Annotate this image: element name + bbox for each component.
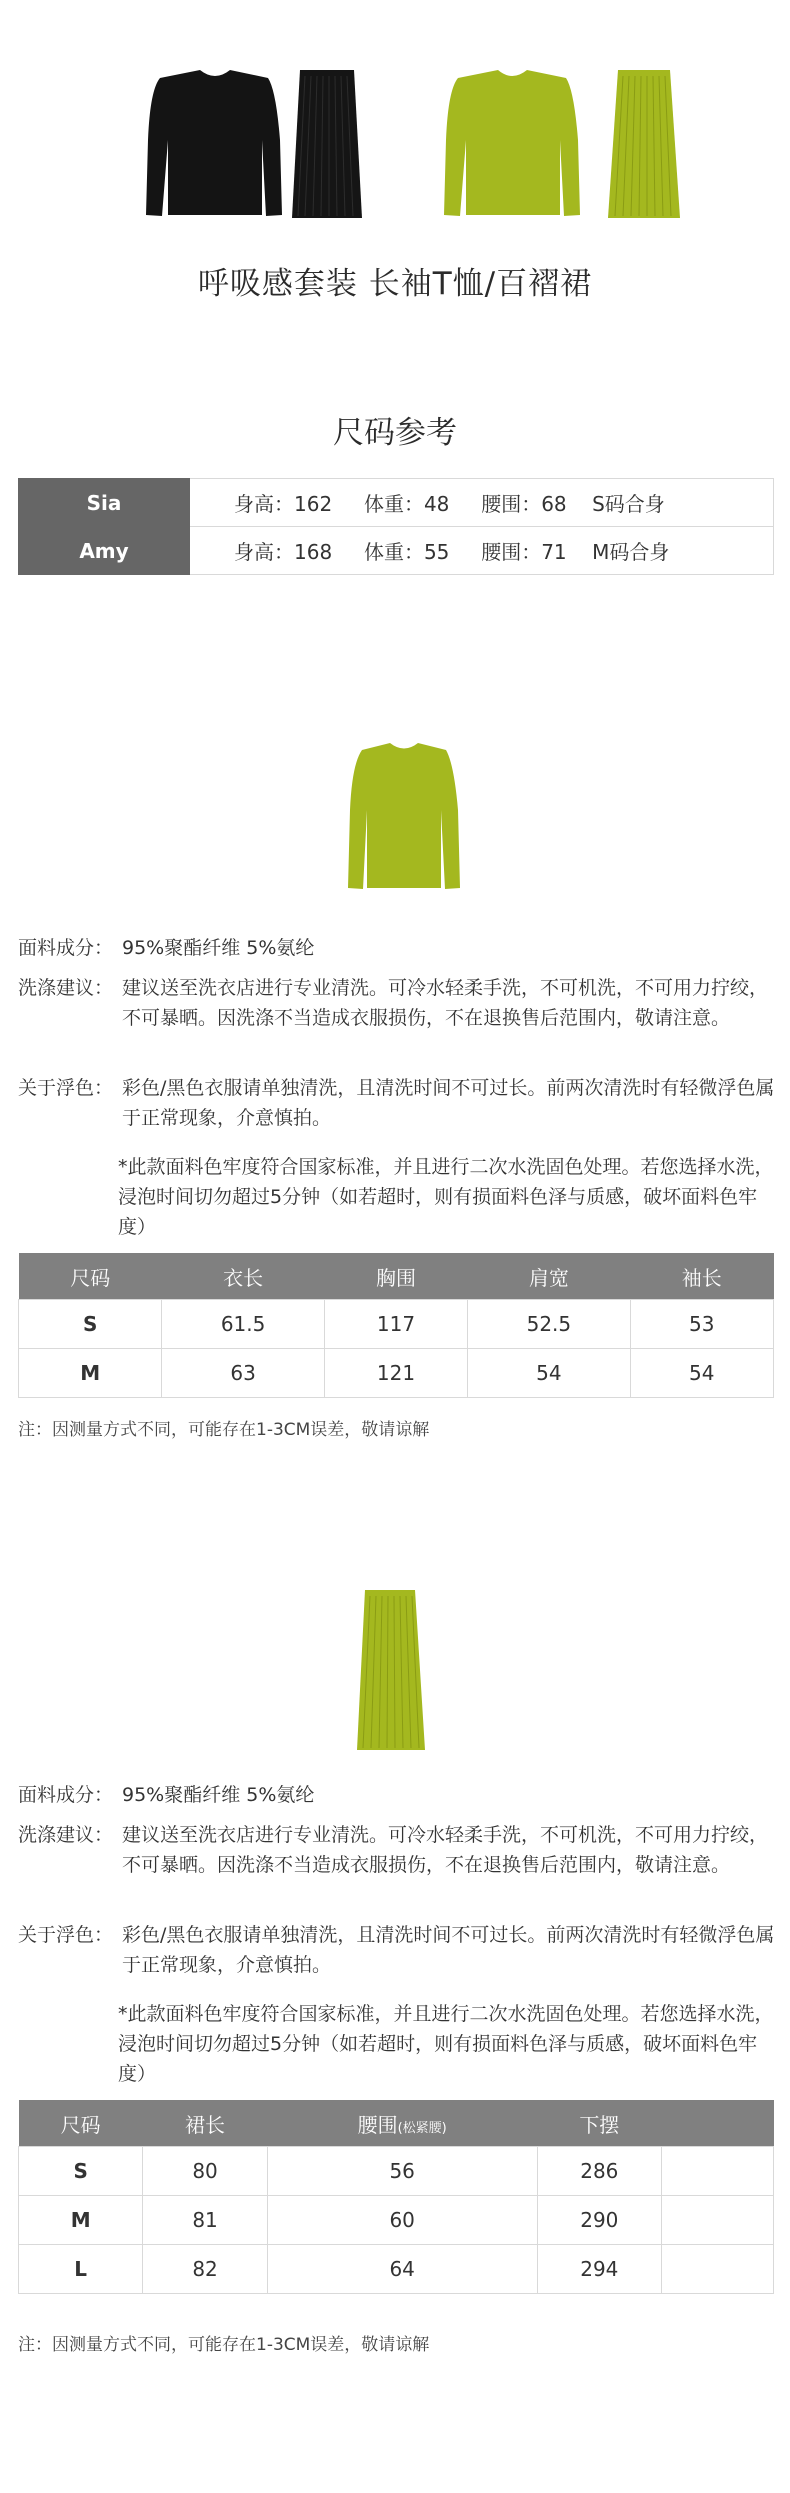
float-value: 彩色/黑色衣服请单独清洗，且清洗时间不可过长。前两次清洗时有轻微浮色属于正常现象，介意慎拍。 [122, 1924, 775, 1976]
waist-sublabel: (松紧腰) [397, 2120, 447, 2136]
column-header: 尺码 [19, 2100, 143, 2147]
table-cell: 60 [267, 2196, 537, 2245]
fabric-label: 面料成分： [18, 1784, 114, 1806]
table-cell: 290 [537, 2196, 661, 2245]
table-cell: 54 [630, 1349, 773, 1398]
skirt-note: *此款面料色牢度符合国家标准，并且进行二次水洗固色处理。若您选择水洗，浸泡时间切勿超过5分钟（如若超时，则有损面料色泽与质感，破坏面料色牢度） [118, 2003, 774, 2085]
fabric-value: 95%聚酯纤维 5%氨纶 [122, 937, 315, 959]
size-cell: S [19, 1300, 162, 1349]
black-tshirt-image [146, 70, 282, 216]
table-cell: 61.5 [162, 1300, 324, 1349]
table-cell: 121 [324, 1349, 467, 1398]
skirt-float [18, 1920, 778, 1980]
table-cell: 80 [143, 2147, 267, 2196]
fabric-value: 95%聚酯纤维 5%氨纶 [122, 1784, 315, 1806]
table-header [19, 1253, 774, 1300]
size-cell: M [19, 1349, 162, 1398]
product-title: 呼吸感套装 长袖T恤/百褶裙 [197, 266, 593, 302]
table-cell: 82 [143, 2245, 267, 2294]
table-cell: 54 [468, 1349, 630, 1398]
model-name: Amy [19, 527, 190, 575]
column-header: 衣长 [162, 1253, 324, 1300]
table-cell: 64 [267, 2245, 537, 2294]
skirt-footnote: 注：因测量方式不同，可能存在1-3CM误差，敬请谅解 [18, 2335, 430, 2355]
wash-label: 洗涤建议： [18, 977, 114, 999]
table-cell: 53 [630, 1300, 773, 1349]
table-cell: 294 [537, 2245, 661, 2294]
table-cell: 56 [267, 2147, 537, 2196]
table-header [19, 2100, 774, 2147]
size-cell: M [19, 2196, 143, 2245]
column-header: 下摆 [537, 2100, 661, 2147]
size-reference-title: 尺码参考 [333, 415, 457, 451]
table-cell [662, 2196, 774, 2245]
table-cell [662, 2245, 774, 2294]
skirt-fabric [18, 1780, 778, 1810]
column-header: 裙长 [143, 2100, 267, 2147]
model-info: 身高：168 体重：55 腰围：71 M码合身 [190, 527, 774, 575]
table-cell: 117 [324, 1300, 467, 1349]
column-header: 胸围 [324, 1253, 467, 1300]
column-header: 尺码 [19, 1253, 162, 1300]
size-cell: L [19, 2245, 143, 2294]
model-size-table [18, 478, 774, 575]
table-cell: 81 [143, 2196, 267, 2245]
table-cell [662, 2147, 774, 2196]
table-row [19, 1300, 774, 1349]
table-cell: 286 [537, 2147, 661, 2196]
size-cell: S [19, 2147, 143, 2196]
tshirt-footnote: 注：因测量方式不同，可能存在1-3CM误差，敬请谅解 [18, 1420, 430, 1440]
wash-value: 建议送至洗衣店进行专业清洗。可冷水轻柔手洗，不可机洗，不可用力拧绞，不可暴晒。因洗涤不当造成衣服损伤，不在退换售后范围内，敬请注意。 [122, 1824, 769, 1876]
lime-tshirt-image [444, 70, 580, 216]
model-name: Sia [19, 479, 190, 527]
tshirt-note: *此款面料色牢度符合国家标准，并且进行二次水洗固色处理。若您选择水洗，浸泡时间切勿超过5分钟（如若超时，则有损面料色泽与质感，破坏面料色牢度） [118, 1156, 774, 1238]
table-cell: 63 [162, 1349, 324, 1398]
model-info: 身高：162 体重：48 腰围：68 S码合身 [190, 479, 774, 527]
tshirt-fabric [18, 933, 778, 963]
lime-tshirt-detail-image [340, 740, 470, 900]
lime-skirt-image [608, 70, 680, 218]
wash-label: 洗涤建议： [18, 1824, 114, 1846]
float-label: 关于浮色： [18, 1924, 114, 1946]
waist-label: 腰围 [357, 2112, 398, 2137]
column-header [267, 2100, 537, 2147]
tshirt-size-table [18, 1253, 774, 1398]
float-label: 关于浮色： [18, 1077, 114, 1099]
table-row [19, 1349, 774, 1398]
product-images [0, 0, 790, 240]
table-row [19, 2245, 774, 2294]
skirt-wash [18, 1820, 778, 1880]
table-row [19, 2196, 774, 2245]
table-cell: 52.5 [468, 1300, 630, 1349]
column-header: 肩宽 [468, 1253, 630, 1300]
skirt-size-table [18, 2100, 774, 2294]
wash-value: 建议送至洗衣店进行专业清洗。可冷水轻柔手洗，不可机洗，不可用力拧绞，不可暴晒。因洗涤不当造成衣服损伤，不在退换售后范围内，敬请注意。 [122, 977, 769, 1029]
tshirt-float [18, 1073, 778, 1133]
table-row [19, 479, 774, 527]
fabric-label: 面料成分： [18, 937, 114, 959]
lime-skirt-detail-image [355, 1588, 435, 1756]
column-header: 袖长 [630, 1253, 773, 1300]
black-skirt-image [292, 70, 362, 218]
tshirt-wash [18, 973, 778, 1033]
column-spacer [662, 2100, 774, 2147]
table-row [19, 2147, 774, 2196]
table-row [19, 527, 774, 575]
float-value: 彩色/黑色衣服请单独清洗，且清洗时间不可过长。前两次清洗时有轻微浮色属于正常现象，介意慎拍。 [122, 1077, 775, 1129]
